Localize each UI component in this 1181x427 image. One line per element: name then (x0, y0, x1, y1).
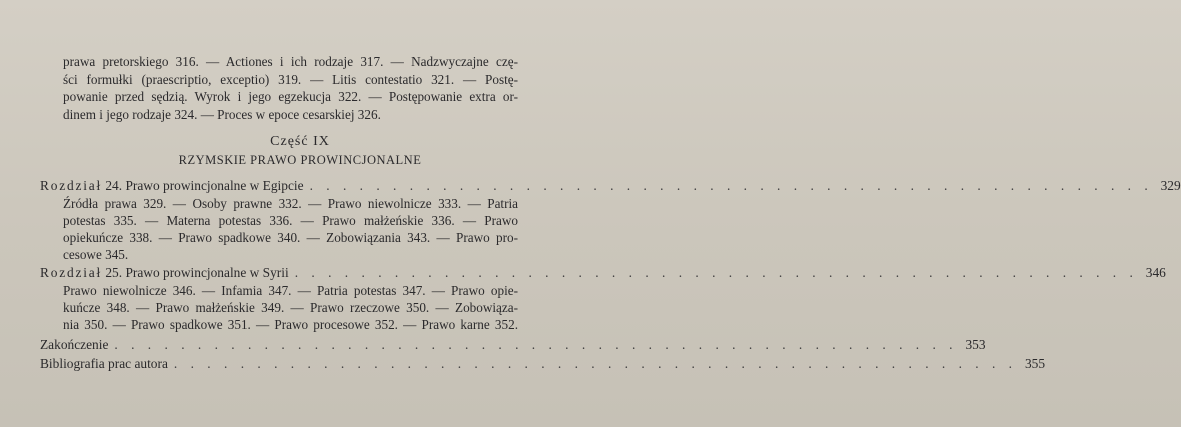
intro-paragraph (63, 53, 518, 123)
dot-leader: . . . . . . . . . . . . . . . . . . . . . . . . . . . . . . . . . . . . . . . . . . . . . . . . . . . (294, 265, 1138, 280)
chapter-title: 24. Prawo prowincjonalne w Egipcie (105, 178, 304, 193)
chapter-25-topics (63, 282, 518, 333)
topic-line: opiekuńcze 338. — Prawo spadkowe 340. — Zobowiązania 343. — Prawo pro- (63, 230, 518, 245)
intro-line: ści formułki (praescriptio, exceptio) 319. — Litis contestatio 321. — Postę- (63, 71, 518, 87)
intro-line: dinem i jego rodzaje 324. — Proces w epoce cesarskiej 326. (63, 106, 381, 122)
bibliography-row (40, 355, 1046, 372)
dot-leader: . . . . . . . . . . . . . . . . . . . . . . . . . . . . . . . . . . . . . . . . . . . . . . . . . . . (114, 337, 958, 352)
intro-line: prawa pretorskiego 316. — Actiones i ich rodzaje 317. — Nadzwyczajne czę- (63, 54, 518, 69)
part-title: Część IX (270, 134, 330, 149)
dot-leader: . . . . . . . . . . . . . . . . . . . . . . . . . . . . . . . . . . . . . . . . . . . . . . . . . . . (309, 178, 1153, 193)
entry-title: Zakończenie (40, 337, 109, 352)
chapter-prefix: Rozdział (40, 178, 102, 193)
chapter-page-number: 346 (1145, 265, 1166, 280)
topic-line: cesowe 345. (63, 247, 129, 262)
chapter-label (40, 264, 289, 281)
topic-line: Prawo niewolnicze 346. — Infamia 347. — Patria potestas 347. — Prawo opie- (63, 283, 518, 298)
chapter-24-topics (63, 195, 518, 263)
chapter-title: 25. Prawo prowincjonalne w Syrii (105, 265, 289, 280)
intro-line: powanie przed sędzią. Wyrok i jego egzekucja 322. — Postępowanie extra or- (63, 89, 518, 104)
topic-line: Źródła prawa 329. — Osoby prawne 332. — Prawo niewolnicze 333. — Patria (63, 196, 518, 211)
conclusion-row (40, 336, 986, 353)
part-subtitle: RZYMSKIE PRAWO PROWINCJONALNE (178, 153, 422, 167)
entry-page-number: 355 (1024, 356, 1046, 371)
chapter-prefix: Rozdział (40, 265, 102, 280)
chapter-page-number: 329 (1160, 178, 1181, 193)
topic-line: kuńcze 348. — Prawo małżeńskie 349. — Prawo rzeczowe 350. — Zobowiąza- (63, 300, 518, 315)
dot-leader: . . . . . . . . . . . . . . . . . . . . . . . . . . . . . . . . . . . . . . . . . . . . . . . . . . . (173, 356, 1018, 371)
chapter-25-row (40, 264, 1166, 281)
topic-line: nia 350. — Prawo spadkowe 351. — Prawo procesowe 352. — Prawo karne 352. (63, 317, 518, 332)
chapter-label (40, 177, 304, 194)
chapter-24-row (40, 177, 1181, 194)
entry-page-number: 353 (965, 337, 986, 352)
topic-line: potestas 335. — Materna potestas 336. — Prawo małżeńskie 336. — Prawo (63, 213, 518, 228)
entry-title: Bibliografia prac autora (40, 356, 168, 371)
